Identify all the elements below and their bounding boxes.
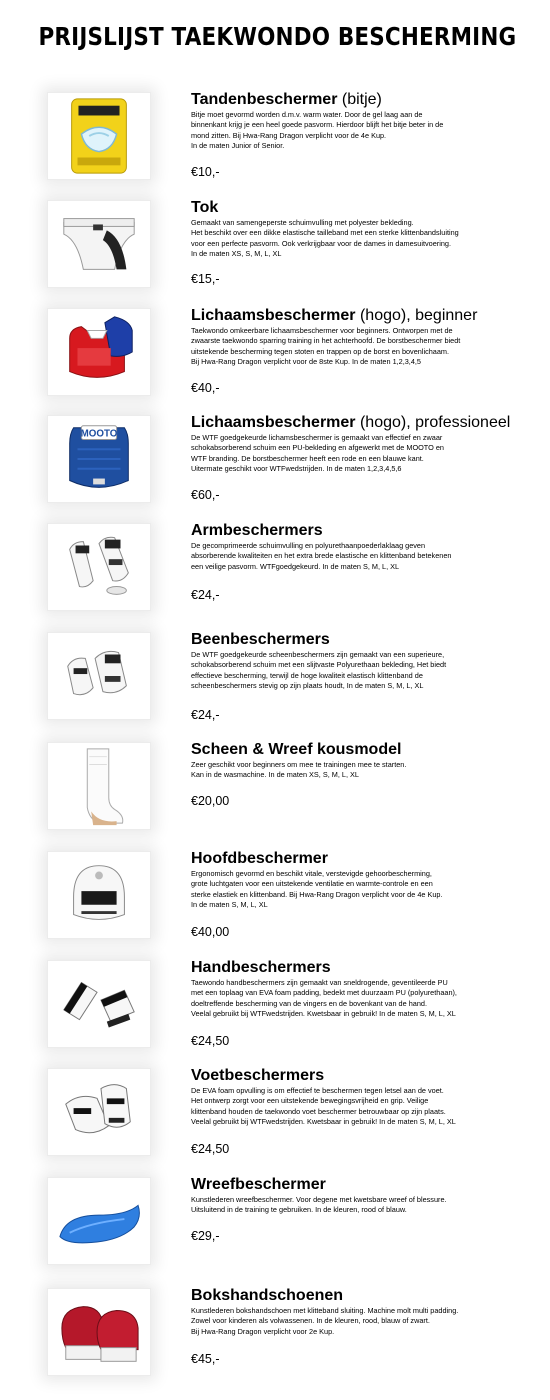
product-price: €24,- — [191, 588, 220, 602]
product-image[interactable] — [47, 200, 151, 288]
product-description — [191, 1086, 543, 1128]
page-title: PRIJSLIJST TAEKWONDO BESCHERMING — [38, 22, 517, 51]
description-line: Veelal gebruikt bij WTFwedstrijden. Kwetsbaar in gebruik! In de maten S, M, L, XL — [191, 1009, 456, 1019]
description-line: De WTF goedgekeurde scheenbeschermers zijn gemaakt van een superieure, — [191, 650, 445, 659]
description-line: Gemaakt van samengeperste schuimvulling met polyester bekleding. — [191, 218, 414, 227]
product-price: €10,- — [191, 165, 220, 179]
description-line: absorberende kwaliteiten en het extra brede elastische en klittenband betekenen — [191, 551, 452, 561]
product-image[interactable] — [47, 92, 151, 180]
description-line: voor een perfecte pasvorm. Ook verkrijgbaar voor de dames in damesuitvoering. — [191, 238, 451, 248]
mooto-chest-protector-icon — [48, 416, 150, 502]
product-image[interactable] — [47, 742, 151, 830]
product-name: Wreefbeschermer — [191, 1176, 326, 1193]
description-line: effectieve bescherming, terwijl de hoge kwaliteit elastisch klittenband de — [191, 670, 423, 680]
product-image[interactable] — [47, 523, 151, 611]
product-price: €24,- — [191, 708, 220, 722]
product-name-suffix: (hogo), professioneel — [355, 414, 511, 431]
product-name: Beenbeschermers — [191, 631, 330, 648]
description-line: Bitje moet gevormd worden d.m.v. warm water. Door de gel laag aan de — [191, 110, 423, 119]
description-line: Taekwondo omkeerbare lichaamsbeschermer voor beginners. Ontworpen met de — [191, 326, 453, 335]
description-line: met een toplaag van EVA foam padding, bedekt met duurzaam PU (polyurethaan), — [191, 988, 457, 998]
shin-instep-sock-icon — [48, 743, 150, 829]
description-line: scheenbeschermers stevig op zijn plaats houdt, In de maten S, M, L, XL — [191, 681, 424, 691]
product-name: Scheen & Wreef kousmodel — [191, 741, 402, 758]
product-description — [191, 650, 543, 692]
product-name: Lichaamsbeschermer — [191, 414, 356, 431]
description-line: Taewondo handbeschermers zijn gemaakt van sneldrogende, geventileerde PU — [191, 978, 448, 987]
product-price: €60,- — [191, 488, 220, 502]
product-image[interactable] — [47, 308, 151, 396]
description-line: In de maten S, M, L, XL — [191, 900, 268, 910]
product-price: €45,- — [191, 1352, 220, 1366]
description-line: Kan in de wasmachine. In de maten XS, S, M, L, XL — [191, 770, 359, 780]
description-line: schokabsorberend schuim een PU-bekleding en afgewerkt met de MOOTO en — [191, 443, 444, 453]
description-line: Zowel voor kinderen als volwassenen. In de kleuren, rood, blauw of zwart. — [191, 1316, 430, 1326]
brand-label: MOOTO — [80, 428, 118, 440]
product-description — [191, 541, 543, 572]
description-line: zwaarste taekwondo sparring training in het achterhoofd. De borstbeschermer biedt — [191, 336, 461, 346]
product-description — [191, 326, 543, 368]
product-image[interactable] — [47, 632, 151, 720]
forearm-guard-icon — [48, 524, 150, 610]
head-guard-icon — [48, 852, 150, 938]
hand-guard-icon — [48, 961, 150, 1047]
product-price: €15,- — [191, 272, 220, 286]
instep-guard-icon — [48, 1178, 150, 1264]
description-line: In de maten XS, S, M, L, XL — [191, 249, 282, 259]
product-description — [191, 1306, 543, 1337]
product-image[interactable] — [47, 851, 151, 939]
description-line: Uitsluitend in de training te gebruiken. In de kleuren, rood of blauw. — [191, 1205, 407, 1215]
product-price: €29,- — [191, 1229, 220, 1243]
description-line: sterke elastiek en klittenband. Bij Hwa-Rang Dragon verplicht voor de 4e Kup. — [191, 889, 443, 899]
product-image[interactable] — [47, 1177, 151, 1265]
shin-guard-icon — [48, 633, 150, 719]
product-name-suffix: (bitje) — [337, 91, 382, 108]
product-image[interactable] — [47, 1288, 151, 1376]
description-line: Kunstlederen bokshandschoen met klitteband sluiting. Machine molt multi padding. — [191, 1306, 459, 1315]
product-price: €24,50 — [191, 1142, 230, 1156]
description-line: De gecomprimeerde schuimvulling en polyurethaanpoederlaklaag geven — [191, 541, 426, 550]
product-name: Tandenbeschermer — [191, 91, 338, 108]
product-image[interactable] — [47, 960, 151, 1048]
foot-guard-icon — [48, 1069, 150, 1155]
product-name: Bokshandschoenen — [191, 1287, 344, 1304]
description-line: Uitermate geschikt voor WTFwedstrijden. In de maten 1,2,3,4,5,6 — [191, 464, 402, 474]
description-line: De WTF goedgekeurde lichamsbeschermer is gemaakt van effectief en zwaar — [191, 433, 443, 442]
description-line: mond zitten. Bij Hwa-Rang Dragon verplicht voor de 4e Kup. — [191, 130, 387, 140]
product-description — [191, 1195, 543, 1216]
reversible-chest-protector-icon — [48, 309, 150, 395]
product-description — [191, 218, 543, 260]
product-description — [191, 869, 543, 911]
product-name: Tok — [191, 199, 219, 216]
groin-guard-icon — [48, 201, 150, 287]
product-description — [191, 760, 543, 781]
mouthguard-icon — [48, 93, 150, 179]
description-line: In de maten Junior of Senior. — [191, 141, 285, 151]
boxing-glove-icon — [48, 1289, 150, 1375]
product-price: €20,00 — [191, 794, 230, 808]
product-description — [191, 110, 543, 152]
description-line: binnenkant krijg je een heel goede pasvorm. Hierdoor blijft het bitje beter in de — [191, 120, 444, 130]
product-name-suffix: (hogo), beginner — [355, 307, 478, 324]
description-line: Kunstlederen wreefbeschermer. Voor degene met kwetsbare wreef of blessure. — [191, 1195, 447, 1204]
product-price: €24,50 — [191, 1034, 230, 1048]
product-name: Handbeschermers — [191, 959, 331, 976]
description-line: uitstekende bescherming tegen stoten en trappen op de borst en bovenlichaam. — [191, 346, 449, 356]
description-line: Ergonomisch gevormd en beschikt vitale, verstevigde gehoorbescherming, — [191, 869, 432, 878]
product-name: Lichaamsbeschermer — [191, 307, 356, 324]
description-line: Bij Hwa-Rang Dragon verplicht voor 2e Kup. — [191, 1326, 335, 1336]
product-image[interactable] — [47, 1068, 151, 1156]
description-line: doeltreffende bescherming van de vingers en de bovenkant van de hand. — [191, 998, 427, 1008]
product-price: €40,00 — [191, 925, 230, 939]
product-price: €40,- — [191, 381, 220, 395]
description-line: Zeer geschikt voor beginners om mee te trainingen mee te starten. — [191, 760, 407, 769]
product-name: Voetbeschermers — [191, 1067, 325, 1084]
description-line: De EVA foam opvulling is om effectief te beschermen tegen letsel aan de voet. — [191, 1086, 444, 1095]
description-line: Het beschikt over een dikke elastische tailleband met een sterke klittenbandsluiting — [191, 228, 459, 238]
product-description — [191, 978, 543, 1020]
description-line: klittenband houden de taekwondo voet beschermer betrouwbaar op zijn plaats. — [191, 1106, 446, 1116]
description-line: Bij Hwa-Rang Dragon verplicht voor de 8ste Kup. In de maten 1,2,3,4,5 — [191, 357, 421, 367]
product-name: Hoofdbeschermer — [191, 850, 328, 867]
product-name: Armbeschermers — [191, 522, 323, 539]
description-line: Veelal gebruikt bij WTFwedstrijden. Kwetsbaar in gebruik! In de maten S, M, L, XL — [191, 1117, 456, 1127]
product-image[interactable] — [47, 415, 151, 503]
product-description — [191, 433, 543, 475]
description-line: Het ontwerp zorgt voor een uitstekende bewegingsvrijheid en grip. Veilige — [191, 1096, 429, 1106]
description-line: een veilige pasvorm. WTFgoedgekeurd. In de maten S, M, L, XL — [191, 561, 400, 571]
description-line: WTF branding. De borstbeschermer heeft een rode en een blauwe kant. — [191, 453, 424, 463]
description-line: grote luchtgaten voor een uitstekende ventilatie en warmte-controle en een — [191, 879, 433, 889]
description-line: schokabsorberend schuim met een slijtvaste Polyurethaan bekleding, Het biedt — [191, 660, 447, 670]
